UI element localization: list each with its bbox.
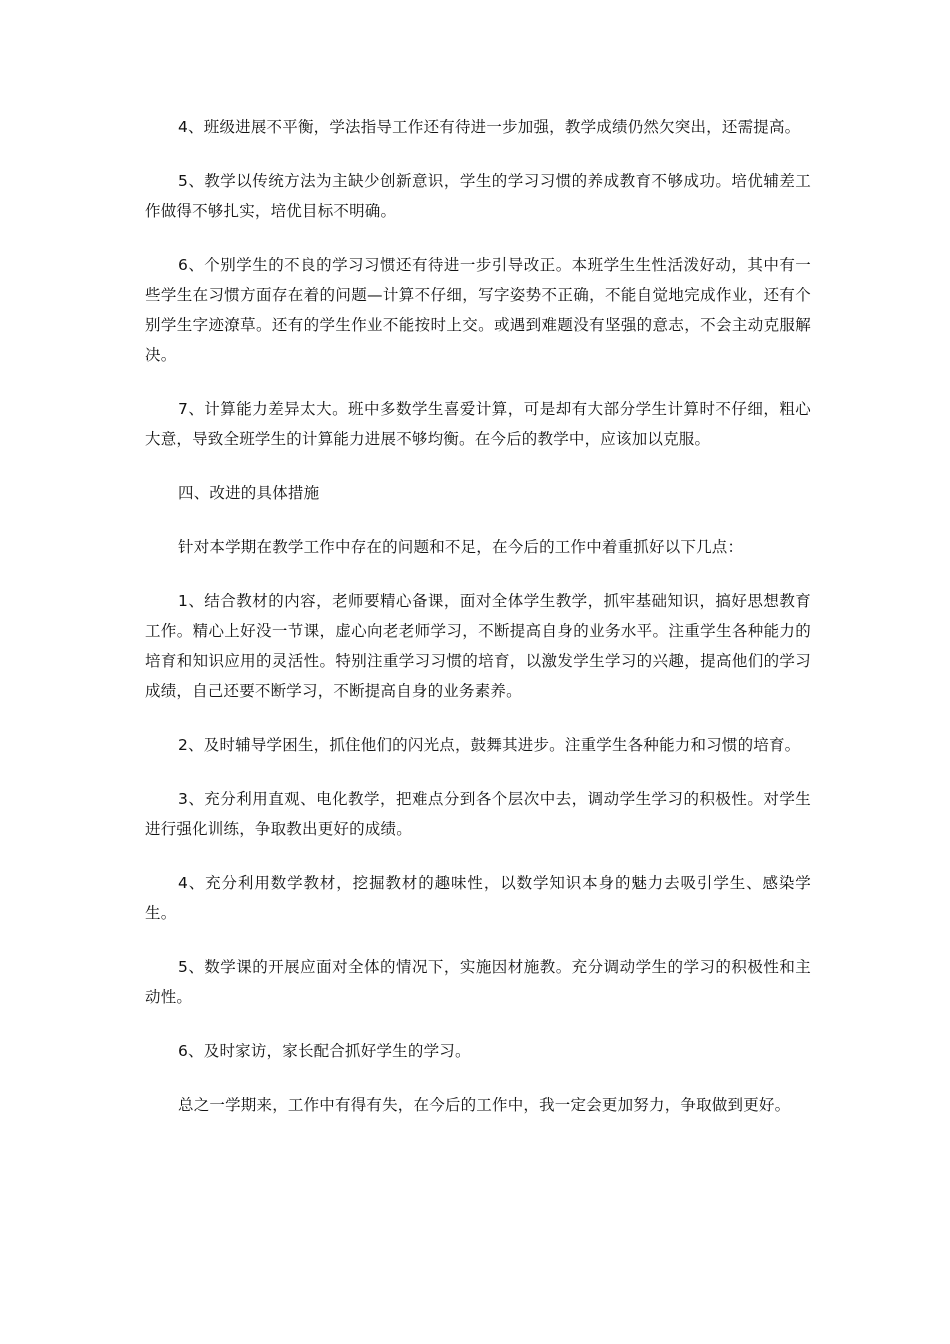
measure-item-1: 1、结合教材的内容，老师要精心备课，面对全体学生教学，抓牢基础知识，搞好思想教育工作。精心上好没一节课，虚心向老老师学习，不断提高自身的业务水平。注重学生各种能力的培育和知识应用的灵活性。特别注重学习习惯的培育，以激发学生学习的兴趣，提高他们的学习成绩，自己还要不断学习，不断提高自身的业务素养。 xyxy=(145,592,811,700)
problem-item-5: 5、教学以传统方法为主缺少创新意识，学生的学习习惯的养成教育不够成功。培优辅差工作做得不够扎实，培优目标不明确。 xyxy=(145,172,811,220)
measure-item-5: 5、数学课的开展应面对全体的情况下，实施因材施教。充分调动学生的学习的积极性和主动性。 xyxy=(145,958,811,1006)
measure-item-4: 4、充分利用数学教材，挖掘教材的趣味性，以数学知识本身的魅力去吸引学生、感染学生。 xyxy=(145,874,811,922)
problem-item-6: 6、个别学生的不良的学习习惯还有待进一步引导改正。本班学生生性活泼好动，其中有一些学生在习惯方面存在着的问题—计算不仔细，写字姿势不正确，不能自觉地完成作业，还有个别学生字迹潦草。还有的学生作业不能按时上交。或遇到难题没有坚强的意志，不会主动克服解决。 xyxy=(145,256,811,364)
measure-item-6: 6、及时家访，家长配合抓好学生的学习。 xyxy=(178,1042,471,1060)
conclusion-paragraph: 总之一学期来，工作中有得有失，在今后的工作中，我一定会更加努力，争取做到更好。 xyxy=(178,1096,791,1114)
measure-item-3: 3、充分利用直观、电化教学，把难点分到各个层次中去，调动学生学习的积极性。对学生进行强化训练，争取教出更好的成绩。 xyxy=(145,790,811,838)
document-body xyxy=(145,112,811,1144)
problem-item-4: 4、班级进展不平衡，学法指导工作还有待进一步加强，教学成绩仍然欠突出，还需提高。 xyxy=(178,118,801,136)
measures-intro: 针对本学期在教学工作中存在的问题和不足，在今后的工作中着重抓好以下几点： xyxy=(178,538,744,556)
section-heading-improvement: 四、改进的具体措施 xyxy=(178,484,320,502)
measure-item-2: 2、及时辅导学困生，抓住他们的闪光点，鼓舞其进步。注重学生各种能力和习惯的培育。 xyxy=(178,736,801,754)
problem-item-7: 7、计算能力差异太大。班中多数学生喜爱计算，可是却有大部分学生计算时不仔细，粗心大意，导致全班学生的计算能力进展不够均衡。在今后的教学中，应该加以克服。 xyxy=(145,400,811,448)
